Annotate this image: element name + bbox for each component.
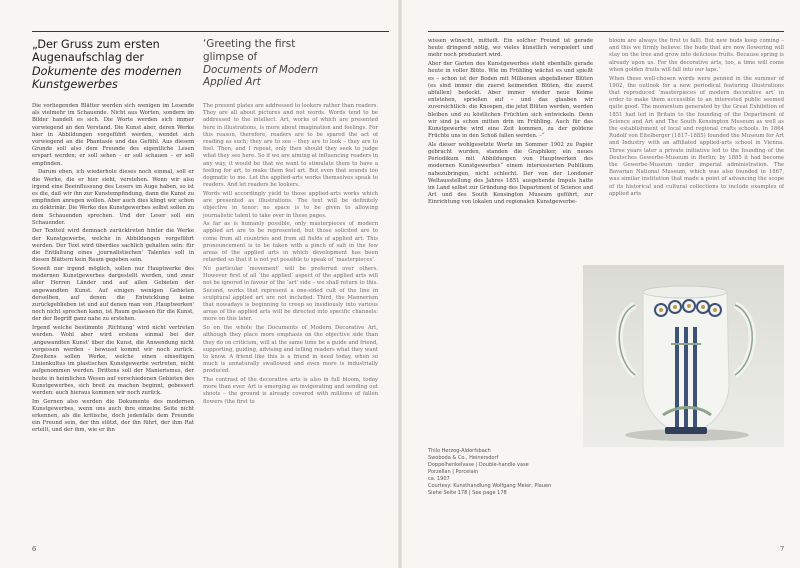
paragraph: Die vorliegenden Blätter werden sich wenigen im Lesende als vielmehr im Schauende. Nicht aus Worten, sondern im Bilder handelt es sich. Die Worte werden sich immer vorwiegend an den Verstand. Die Kunst aber, deren Werke hier in Abbildungen vorgeführt werden, wendet sich vorwiegend an die Phantasie und das Gefühl. Aus diesem Grunde soll also dem Freunde des eigentliche Lesen erspart werden; er soll sehen – er soll schauen – er soll empfinden.	[32, 103, 194, 167]
vase-foot	[665, 427, 707, 434]
vase-illustration	[583, 265, 784, 447]
page-number: 6	[32, 545, 37, 553]
vase-stripe	[693, 327, 697, 427]
body-column-english	[203, 103, 378, 533]
paragraph: So on the whole the Documents of Modern Decorative Art, although they place more emphasis on the objective side than they do on criticism, will at the same time be a guide and friend, supporting, guiding, advising and telling readers what they want to know. A friend like this is a friend in need today, when so much is unnaturally swallowed and even more is industrially produced.	[203, 325, 378, 375]
paragraph: When these well-chosen words were penned in the summer of 1902, the outlook for a new periodical featuring illustrations that reproduced ‘masterpieces of modern decorative art’ in order to make them accessible to an interested public seemed quite good. The momentum generated by the Great Exhibition of 1851 had led in Britain to the founding of the Department of Science and Art and The South Kensington Museum as well as the establishment of local and regional crafts schools. In 1864 Rudolf von Eitelberger (1817–1885) founded the Museum for Art and Industry with an affiliated applied-arts school in Vienna. Three years later a private initiative led to the founding of the Deutsches Gewerbe-Museum in Berlin; by 1885 it had become the Gewerbe-Museum under imperial administration. The Bavarian National Museum, which was also founded in 1867, was similar institution that made a point of advancing the scope of its historical and cultural collections to include examples of applied arts	[609, 75, 784, 197]
vase-band	[671, 343, 701, 345]
top-rule	[32, 31, 389, 32]
body-column-german	[32, 103, 194, 533]
vase-medallion-dot	[687, 304, 691, 308]
vase-medallion-dot	[701, 305, 705, 309]
paragraph: wissen wünscht, mitteilt. Ein solcher Freund ist gerade heute dringend nötig, wo vieles künstlich verspielert und mehr noch produziert wird.	[428, 38, 593, 59]
vase-photograph	[583, 265, 784, 447]
paragraph: bloom are always the first to fall). But new buds keep coming – and this we firmly believe: the buds that are now flowering will stay on the tree and grow into delicious fruits. Because spring is already upon us. For the decorative arts, too, a time will come when golden fruits will fall into our laps.’	[609, 38, 784, 73]
top-rule	[428, 31, 784, 32]
figure-caption: Thilo Herzog-Aldorfsbach Swoboda & Co., Heinersdorf Doppelhenkelvase | Double-handle vase Porzellan | Porcelain ca. 1907 Courtesy: Kunsthandlung Wolfgang Meier, Plauen Siehe Seite 178 | See page 178	[428, 448, 552, 496]
paragraph: No particular ‘movement’ will be preferred over others. However first of all ‘the applied’ aspect of the applied arts will not be ignored in favour of the ‘art’ side – we shall return to this. Second, works that represent a one-sided cult of the line in sculptural applied art are not included. Third, the Mannerism that nowadays is beginning to creep so insidiously into various areas of the applied arts will be directed into specific channels: more on this later.	[203, 265, 378, 323]
vase-left-handle	[619, 305, 635, 375]
paragraph: Als dieser wohlgesetzte Worte im Sommer 1902 zu Papier gebracht wurden, standen die Graphiker, ein neues Periodikum mit Abbildungen von Hauptwerken des modernen Kunstgewerbes“ einem interessierten Publikum nahezubringen, nicht schlecht. Der von der Londoner Weltausstellung des Jahres 1851 ausgehende Impuls hatte im Land selbst zur Gründung des Department of Science and Art und des South Kensington Museum geführt, zur Einrichtung von lokalen und regionalen Kunstgewerbe-	[428, 141, 593, 206]
title-german: „Der Gruss zum ersten Augenaufschlag der Dokumente des modernen Kunstgewerbes	[32, 38, 182, 92]
vase-medallion-dot	[673, 305, 677, 309]
vase-right-handle	[735, 305, 752, 375]
paragraph: Darum eben, ich wiederhole dieses noch einmal, soll er die Werke, die er hier sieht, verstehen. Wenn wir also irgend eine Beeinflussung des Lesers im Auge haben, so ist es die, daß wir ihn zur Kunstempfindung, dann die Kunst zu empfinden anregen wollen. Aber auch dies klingt wir schon zu doktrinär. Die Werke des Kunstgewerbes selbst sollen zu dem Schauenden sprechen. Und der Leser soll ein Schauender.	[32, 169, 194, 226]
paragraph: Aber der Garten des Kunstgewerbes steht ebenfalls gerade heute in voller Blüte. Wie im Frühling wächst es und spießt es – schon ist der Boden mit Millionen abgefallener Blüten (es sind immer die zuerst keimenden Blüten, die zuerst abfallen) bedeckt. Aber immer wieder neue Keime entstehen, sprießen auf – und das glauben wir zuversichtlich: die Knospen, die jetzt Blüten werden, werden bleiben und zu köstlichen Früchten sich entwickeln. Denn wir sind ja schon mitten drin im Frühling. Auch für das Kunstgewerbe wird eine Zeit kommen, zu der goldene Früchte uns in den Schoß fallen werden. –“	[428, 61, 593, 140]
paragraph: Soweit nur irgend möglich, sollen nur Hauptwerke des modernen Kunstgewerbes dargestellt werden, und zwar aller Herren Länder und auf allen Gebieten der angewandten Kunst. Auf einigen wenigen Gebieten derselben, auf denen die Entwicklung keine zurückgeblieben ist und auf denen man von ‚Hauptwerken' noch nicht sprechen kann, ist Raum gelassen für die Kunst, der der Begriff ganz nahe zu erstehen.	[32, 265, 194, 323]
body-column-german	[428, 38, 593, 262]
paragraph: Irgend welche bestimmte ‚Richtung' wird nicht vertreten werden. Wohl aber wird erstens einmal bei der ‚angewandten Kunst' über die Kunst, die Anwendung nicht vergessen werden – bewusst kommt wir noch zurück. Zweitens sollen Werke, welche einen einseitigen Linienkultus im plastischen Kunstgewerbe vertreten, nicht aufgenommen werden. Drittens soll der Manierismus, der heute in heimlichen Wesen auf verschiedenen Gebieten des Kunstgewerbes, sich breit zu machen beginnt, gebessert werden: auch hieraus kommen wir noch zurück.	[32, 325, 194, 396]
vase-rim	[643, 286, 727, 298]
paragraph: As far as is humanly possible, only masterpieces of modern applied art are to be represented, but those solicited are to come from all countries and from all fields of applied art. This pronouncement is to be taken with a pinch of salt in the few areas of the applied arts in which development has been retarded so that it is not yet possible to speak of ‘masterpieces’.	[203, 221, 378, 264]
right-page	[402, 0, 800, 568]
paragraph: Im Gernen also werden die Dokumente des modernen Kunstgewerbes, wenn uns auch ihre einzelne Seite nicht erkennen, als die kritische, doch jedenfalls dem Freunde ein Freund sein, der ihn stützt, der ihn führt, der ihm Rat erteilt, und der ihm, wie er ihn	[32, 398, 194, 434]
paragraph: Der Textteil wird demnach zurücktreten hinter die Werke der Kunstgewerbe, welche in Abbildungen vorgeführt werden. Der Text wird überdies sachlich gehalten sein: für die Entfaltung eines ‚journalistischen' Talentes soll in diesen Blättern kein Raum gegeben sein.	[32, 228, 194, 264]
paragraph: The present plates are addressed to lookers rather than readers. They are all about pictures and not words. Words tend to be addressed to the intellect. Art, works of which are presented here in illustrations, is more about imagination and feelings. For this reason, therefore, readers are to be spared the act of reading as such; they are to see – they are to look – they are to feel. Then, and I repeat, only then should they seek to judge what they see here. So if we are aiming at influencing readers in any way, it would be that we want to stimulate them to have a feeling for art, to make them feel art. But even that sounds too dogmatic to me. Let the applied-arts works themselves speak to readers. And let readers be lookers.	[203, 103, 378, 189]
left-page	[0, 0, 398, 568]
vase-medallion-dot	[659, 308, 663, 312]
vase-stripe	[675, 327, 679, 427]
paragraph: Words will accordingly yield to those applied-arts works which are presented as illustrations. The text will be definitely objective in tenor: no space is to be given to allowing journalistic talent to take over in these pages.	[203, 190, 378, 219]
body-column-english	[609, 38, 784, 262]
vase-stripe	[684, 327, 688, 427]
paragraph: The contrast of the decorative arts is also in full bloom, today more than ever. Art is emerging as invigorating and sending out shoots – the ground is already covered with millions of fallen flowers (the first to	[203, 377, 378, 405]
page-number: 7	[780, 545, 785, 553]
vase-medallion-dot	[713, 308, 717, 312]
title-english: ‘Greeting the first glimpse of Documents of Modern Applied Art	[203, 38, 319, 89]
